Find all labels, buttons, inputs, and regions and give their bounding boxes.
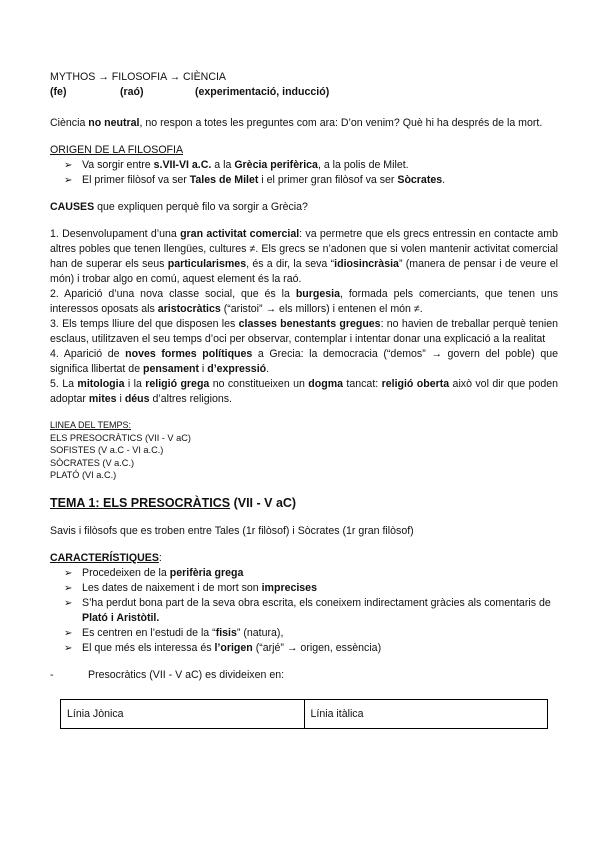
cause-5: 5. La mitologia i la religió grega no constitueixen un dogma tancat: religió oberta això vol dir que poden adoptar mites i déus d’altres religions.: [50, 378, 559, 405]
flow-line: MYTHOS → FILOSOFIA → CIÈNCIA: [50, 71, 226, 83]
timeline-item: SOFISTES (V a.C - VI a.C.): [50, 445, 164, 455]
division-line: [50, 668, 558, 683]
causes-heading: CAUSES que expliquen perquè filo va sorgir a Grècia?: [50, 201, 308, 213]
cause-2: 2. Aparició d’una nova classe social, que és la burgesia, formada pels comerciants, que tenen uns interessos oposats als aristocràtics (“aristoi” → els millors) i entenen el món ≠.: [50, 288, 559, 315]
division-table: [60, 699, 548, 729]
document-page: [50, 70, 558, 729]
timeline: [50, 419, 558, 482]
timeline-item: PLATÓ (VI a.C.): [50, 470, 117, 480]
cause-3: 3. Els temps lliure del que disposen les classes benestants gregues: no havien de treballar perquè tenien esclaus, utilitzaven el seu temps d’oci per observar, contemplar i intentar donar una explicació a la realitat: [50, 318, 558, 345]
list-item: ➢ Va sorgir entre s.VII-VI a.C. a la Grècia perifèrica, a la polis de Milet.: [64, 158, 558, 173]
table-cell-jonica: Línia Jònica: [61, 699, 305, 728]
flow-label-ciencia: (experimentació, inducció): [195, 86, 330, 98]
flow-label-rao: (raó): [120, 86, 144, 98]
cause-4: 4. Aparició de noves formes polítiques a Grecia: la democracia (“demos” → govern del poble) que significa llibertat de pensament i d’expressió.: [50, 348, 559, 375]
origen-list: [50, 158, 558, 188]
flow-labels: [50, 85, 558, 100]
table-cell-italica: Línia itàlica: [304, 699, 548, 728]
list-item: ➢ Les dates de naixement i de mort son imprecises: [64, 581, 558, 596]
list-item: ➢ El que més els interessa és l’origen (“arjé” → origen, essència): [64, 641, 558, 656]
table-row: [61, 699, 548, 728]
intro-paragraph: Ciència no neutral, no respon a totes les preguntes com ara: D’on venim? Què hi ha després de la mort.: [50, 117, 543, 129]
list-item: ➢ Es centren en l’estudi de la “fisis” (natura),: [64, 626, 558, 641]
flow-label-fe: (fe): [50, 86, 67, 98]
list-item: ➢ Procedeixen de la perifèria grega: [64, 566, 558, 581]
timeline-item: SÒCRATES (V a.C.): [50, 457, 135, 468]
tema-intro: Savis i filòsofs que es troben entre Tales (1r filòsof) i Sòcrates (1r gran filòsof): [50, 524, 414, 537]
division-text: Presocràtics (VII - V aC) es divideixen en:: [88, 668, 285, 681]
dash-bullet: -: [50, 668, 54, 681]
timeline-heading: LINEA DEL TEMPS:: [50, 420, 132, 430]
timeline-item: ELS PRESOCRÀTICS (VII - V aC): [50, 432, 191, 443]
cause-1: 1. Desenvolupament d’una gran activitat comercial: va permetre que els grecs entressin en contacte amb altres pobles que tenen llengües, cultures ≠. Els grecs se n’adonen que si volen mantenir activitat comercial han de superar els seus particularismes, és a dir, la seva “idiosincràsia” (manera de pensar i de veure el món) i trobar algo en comú, aquest element és la raó.: [50, 228, 559, 285]
caract-list: [50, 566, 558, 656]
caract-heading: CARACTERÍSTIQUES:: [50, 551, 162, 564]
origen-heading: ORIGEN DE LA FILOSOFIA: [50, 144, 184, 156]
tema-title: TEMA 1: ELS PRESOCRÀTICS (VII - V aC): [50, 495, 297, 510]
list-item: ➢ El primer filòsof va ser Tales de Milet i el primer gran filòsof va ser Sòcrates.: [64, 173, 558, 188]
list-item: ➢ S’ha perdut bona part de la seva obra escrita, els coneixem indirectament gràcies als comentaris de Plató i Aristòtil.: [64, 596, 558, 626]
